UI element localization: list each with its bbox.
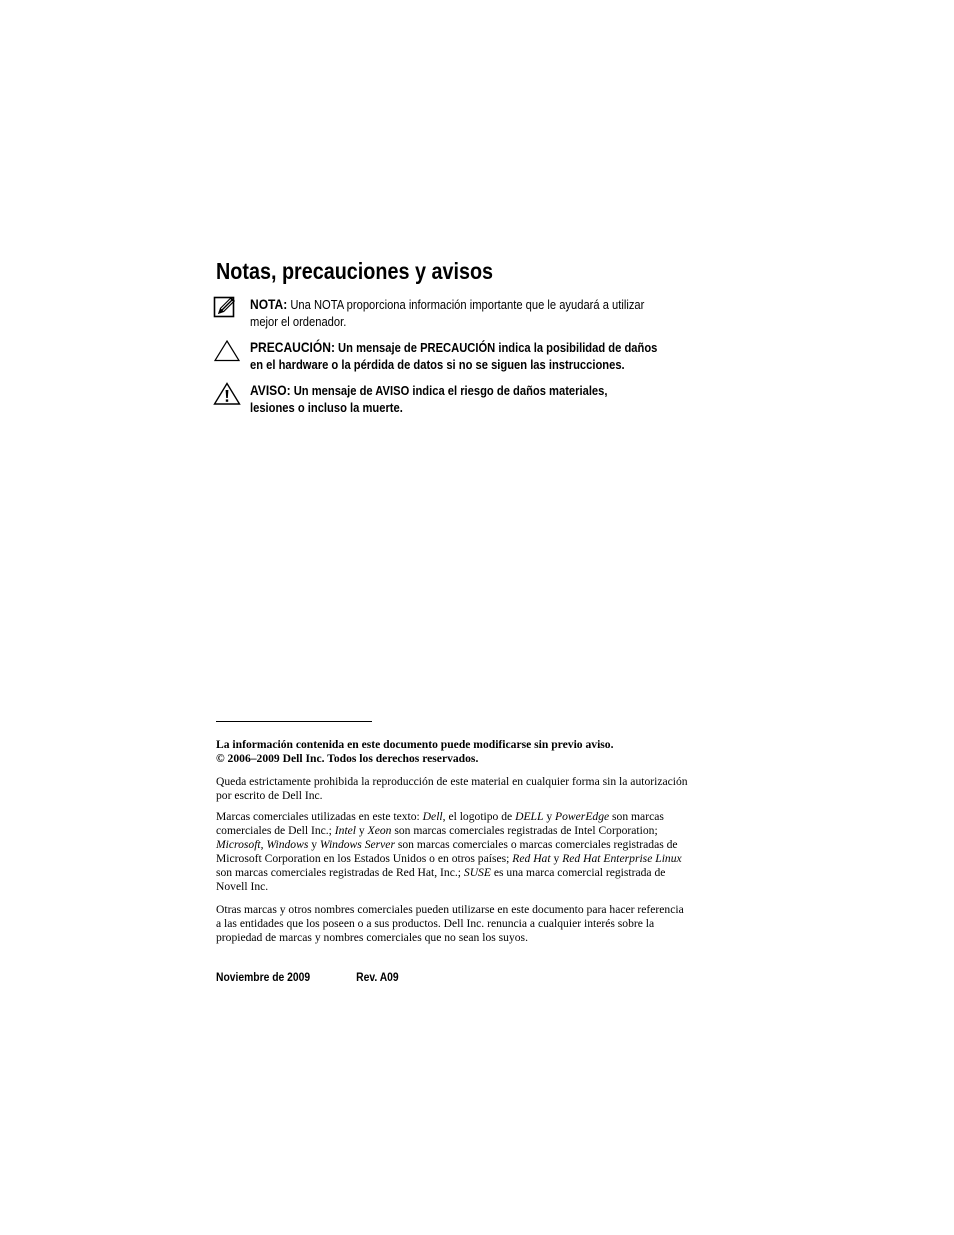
trademark-name: Red Hat [512, 852, 551, 865]
text-run: son marcas comerciales registradas de Red Hat, Inc.; [216, 866, 464, 879]
paragraph-line: Novell Inc. [216, 880, 269, 893]
trademarks-paragraph [216, 810, 716, 894]
trademark-name: Windows [266, 838, 309, 851]
publication-date: Noviembre de 2009 [216, 970, 311, 984]
text-run: y [543, 810, 556, 823]
text-run: Microsoft Corporation en los Estados Unidos o en otros países; [216, 852, 513, 865]
other-trademarks-paragraph [216, 903, 716, 945]
trademark-name: Windows Server [319, 838, 395, 851]
information-notice-line: La información contenida en este documento puede modificarse sin previo aviso. [216, 738, 614, 751]
note-label: NOTA: [250, 296, 288, 312]
paragraph-line [216, 866, 716, 880]
text-run: son marcas comerciales registradas de Intel Corporation; [391, 824, 658, 837]
reproduction-prohibited-paragraph [216, 775, 716, 803]
caution-triangle-icon [213, 339, 241, 363]
trademark-name: Red Hat Enterprise Linux [562, 852, 682, 865]
revision-number: Rev. A09 [356, 970, 399, 984]
warning-text-line-2: lesiones o incluso la muerte. [250, 400, 403, 415]
paragraph-line [216, 838, 716, 852]
warning-triangle-icon [213, 382, 241, 406]
trademark-name: Xeon [367, 824, 392, 837]
text-run: y [308, 838, 320, 851]
note-text-line-1: Una NOTA proporciona información importante que le ayudará a utilizar [287, 297, 645, 312]
paragraph-line: por escrito de Dell Inc. [216, 789, 323, 802]
warning-text-line-1: Un mensaje de AVISO indica el riesgo de daños materiales, [290, 383, 608, 398]
trademark-name: DELL [515, 810, 544, 823]
trademark-name: SUSE [463, 866, 491, 879]
text-run: Marcas comerciales utilizadas en este texto: [216, 810, 423, 823]
paragraph-line: propiedad de marcas y nombres comerciales que no sean los suyos. [216, 931, 528, 944]
paragraph-line [216, 852, 716, 866]
text-run: comerciales de Dell Inc.; [216, 824, 335, 837]
text-run: son marcas comerciales o marcas comerciales registradas de [394, 838, 678, 851]
trademark-name: Dell [422, 810, 443, 823]
note-pencil-icon [213, 296, 241, 320]
paragraph-line: Otras marcas y otros nombres comerciales pueden utilizarse en este documento para hacer referencia [216, 903, 684, 916]
text-run: y [356, 824, 368, 837]
footnote-divider [216, 721, 372, 722]
text-run: es una marca comercial registrada de [490, 866, 666, 879]
text-run: , el logotipo de [442, 810, 516, 823]
copyright-line: © 2006–2009 Dell Inc. Todos los derechos reservados. [216, 752, 479, 765]
paragraph-line: Queda estrictamente prohibida la reproducción de este material en cualquier forma sin la autorización [216, 775, 688, 788]
paragraph-line [216, 824, 716, 838]
publication-footer [216, 970, 399, 984]
warning-label: AVISO: [250, 382, 291, 398]
caution-label: PRECAUCIÓN: [250, 339, 335, 355]
text-run: son marcas [609, 810, 664, 823]
note-text-line-2: mejor el ordenador. [250, 314, 347, 329]
trademark-name: Intel [334, 824, 357, 837]
page-title: Notas, precauciones y avisos [216, 258, 494, 284]
paragraph-line: a las entidades que los poseen o a sus productos. Dell Inc. renuncia a cualquier interés sobre la [216, 917, 655, 930]
caution-text-line-1: Un mensaje de PRECAUCIÓN indica la posibilidad de daños [334, 340, 658, 355]
information-notice [216, 738, 716, 766]
text-run: , [260, 838, 267, 851]
trademark-name: PowerEdge [555, 810, 610, 823]
text-run: y [550, 852, 563, 865]
caution-text-line-2: en el hardware o la pérdida de datos si no se siguen las instrucciones. [250, 357, 625, 372]
paragraph-line [216, 810, 716, 824]
trademark-name: Microsoft [216, 838, 261, 851]
